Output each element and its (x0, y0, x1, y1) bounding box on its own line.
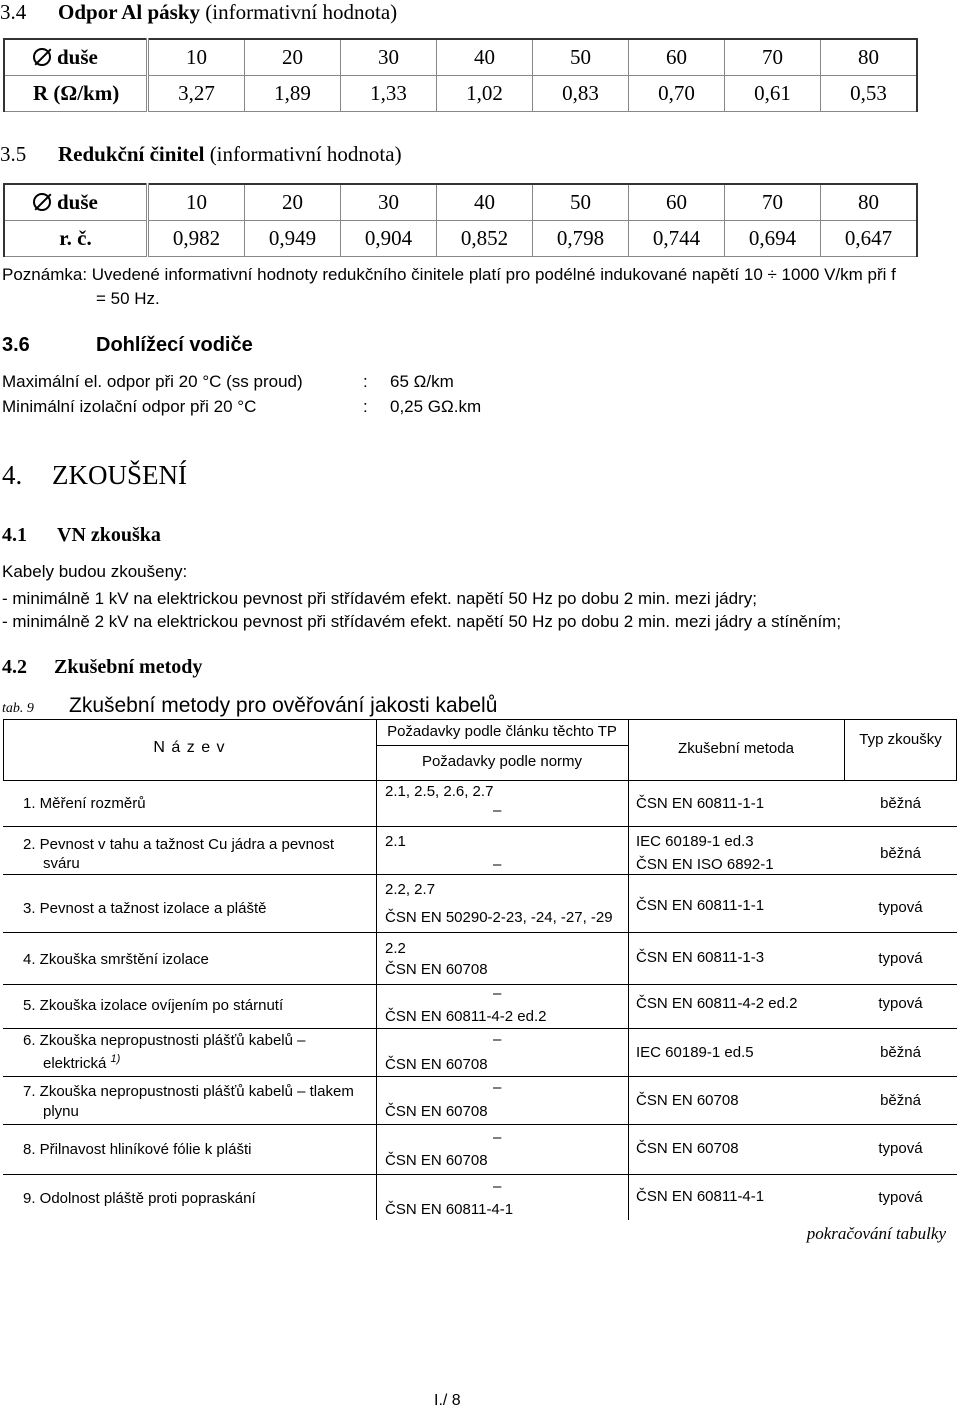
req-norm: ČSN EN 50290-2-23, -24, -27, -29 (385, 909, 613, 926)
heading-3-5 (0, 142, 402, 167)
header-cell: 50 (533, 39, 629, 76)
note-line-1: Poznámka: Uvedené informativní hodnoty redukčního činitele platí pro podélné indukované napětí 10 ÷ 1000 V/km při f (2, 265, 896, 284)
header-cell: 60 (629, 39, 725, 76)
test-method: ČSN EN 60811-4-2 ed.2 (636, 995, 798, 1012)
test-name: 8. Přilnavost hliníkové fólie k plášti (23, 1141, 252, 1158)
test-type: běžná (880, 1044, 921, 1061)
header-req-norm: Požadavky podle normy (421, 753, 583, 770)
diameter-label: duše (4, 39, 148, 76)
row-divider (3, 826, 957, 827)
diameter-icon (33, 48, 51, 66)
req-norm: – (493, 802, 502, 819)
table-border (3, 780, 957, 781)
paragraph-intro: Kabely budou zkoušeny: (2, 562, 188, 581)
diameter-icon (33, 193, 51, 211)
table-border (376, 719, 377, 1220)
spec-key: Maximální el. odpor při 20 °C (ss proud) (2, 372, 303, 391)
header-cell: 20 (245, 184, 341, 221)
reduction-label: r. č. (4, 221, 148, 257)
req-tp: 2.2, 2.7 (385, 881, 436, 898)
test-name-cont: sváru (43, 855, 80, 872)
req-norm: ČSN EN 60811-4-1 (385, 1201, 514, 1218)
test-method: IEC 60189-1 ed.3 (636, 833, 754, 850)
req-tp: 2.2 (385, 940, 406, 957)
spec-value: 65 Ω/km (390, 372, 454, 391)
test-method: ČSN EN 60811-1-3 (636, 949, 765, 966)
heading-title: Zkušební metody (54, 656, 203, 678)
value-cell: 1,02 (437, 76, 533, 112)
header-cell: 80 (821, 184, 918, 221)
value-cell: 3,27 (148, 76, 245, 112)
req-norm: ČSN EN 60708 (385, 1103, 488, 1120)
value-cell: 0,83 (533, 76, 629, 112)
test-type: typová (878, 995, 923, 1012)
req-tp: – (493, 985, 502, 1002)
list-item: - minimálně 1 kV na elektrickou pevnost při střídavém efekt. napětí 50 Hz po dobu 2 min. mezi jádry; (2, 589, 757, 608)
spec-separator: : (363, 372, 368, 391)
value-cell: 0,70 (629, 76, 725, 112)
req-norm: ČSN EN 60708 (385, 1152, 488, 1169)
test-name-cont: plynu (43, 1103, 79, 1120)
row-divider (3, 1076, 957, 1077)
test-name: 5. Zkouška izolace ovíjením po stárnutí (23, 997, 284, 1014)
test-type: běžná (880, 1092, 921, 1109)
req-tp: – (493, 1079, 502, 1096)
test-methods-table (3, 719, 957, 1220)
heading-bold: Redukční činitel (58, 142, 205, 166)
test-name-cont: elektrická $^{1)}$ (43, 1053, 121, 1072)
header-cell: 50 (533, 184, 629, 221)
header-cell: 70 (725, 39, 821, 76)
header-req-tp: Požadavky podle článku těchto TP (387, 723, 617, 740)
test-type: typová (878, 899, 923, 916)
value-cell: 0,798 (533, 221, 629, 257)
row-divider (3, 932, 957, 933)
value-cell: 0,982 (148, 221, 245, 257)
header-cell: 80 (821, 39, 918, 76)
heading-number: 4.1 (2, 524, 27, 546)
test-name: 6. Zkouška nepropustnosti plášťů kabelů – (23, 1032, 306, 1049)
req-tp: 2.1, 2.5, 2.6, 2.7 (385, 783, 494, 800)
heading-4-2 (2, 656, 202, 679)
test-method-2: ČSN EN ISO 6892-1 (636, 856, 774, 873)
test-method: ČSN EN 60811-4-1 (636, 1188, 765, 1205)
req-norm: ČSN EN 60708 (385, 1056, 488, 1073)
value-cell: 0,61 (725, 76, 821, 112)
value-cell: 0,53 (821, 76, 918, 112)
req-tp: – (493, 1178, 502, 1195)
test-type: typová (878, 1189, 923, 1206)
table-continuation: pokračování tabulky (806, 1224, 946, 1243)
heading-number: 3.4 (0, 0, 27, 24)
test-method: ČSN EN 60811-1-1 (636, 795, 765, 812)
spec-separator: : (363, 397, 368, 416)
req-norm: ČSN EN 60708 (385, 961, 488, 978)
page-number: I./ 8 (434, 1392, 461, 1409)
test-name: 1. Měření rozměrů (23, 795, 146, 812)
header-type: Typ zkoušky (859, 731, 942, 748)
header-cell: 20 (245, 39, 341, 76)
reduction-factor-table (3, 183, 918, 257)
diameter-label: duše (4, 184, 148, 221)
value-cell: 0,852 (437, 221, 533, 257)
req-tp: – (493, 1129, 502, 1146)
table-label: tab. 9 (2, 701, 34, 716)
value-cell: 0,949 (245, 221, 341, 257)
row-divider (3, 874, 957, 875)
row-divider (3, 1124, 957, 1125)
spec-key: Minimální izolační odpor při 20 °C (2, 397, 257, 416)
header-method: Zkušební metoda (678, 740, 794, 757)
test-name: 2. Pevnost v tahu a tažnost Cu jádra a pevnost (23, 836, 335, 853)
header-cell: 30 (341, 184, 437, 221)
heading-number: 3.5 (0, 142, 27, 166)
heading-rest: (informativní hodnota) (204, 142, 402, 166)
al-resistance-table (3, 38, 918, 112)
value-cell: 0,744 (629, 221, 725, 257)
test-name: 7. Zkouška nepropustnosti plášťů kabelů – tlakem (23, 1083, 354, 1100)
table-border (376, 745, 628, 746)
heading-number: 4. (2, 460, 23, 490)
test-method: IEC 60189-1 ed.5 (636, 1044, 754, 1061)
value-cell: 1,89 (245, 76, 341, 112)
value-cell: 0,904 (341, 221, 437, 257)
value-cell: 1,33 (341, 76, 437, 112)
spec-value: 0,25 GΩ.km (390, 397, 482, 416)
note-line-2: = 50 Hz. (96, 289, 160, 308)
value-cell: 0,694 (725, 221, 821, 257)
row-divider (3, 984, 957, 985)
header-cell: 40 (437, 184, 533, 221)
test-method: ČSN EN 60811-1-1 (636, 897, 765, 914)
heading-rest: (informativní hodnota) (200, 0, 398, 24)
heading-title: ZKOUŠENÍ (52, 460, 187, 490)
heading-bold: Odpor Al pásky (58, 0, 201, 24)
heading-3-6 (2, 334, 253, 357)
table-border (628, 719, 629, 1220)
req-norm: ČSN EN 60811-4-2 ed.2 (385, 1008, 547, 1025)
header-cell: 40 (437, 39, 533, 76)
header-cell: 30 (341, 39, 437, 76)
row-divider (3, 1174, 957, 1175)
test-type: typová (878, 950, 923, 967)
test-type: běžná (880, 795, 921, 812)
heading-3-4 (0, 0, 397, 25)
heading-title: Dohlížecí vodiče (96, 334, 253, 356)
heading-number: 4.2 (2, 656, 27, 678)
header-name: N á z e v (153, 739, 226, 756)
value-cell: 0,647 (821, 221, 918, 257)
req-tp: 2.1 (385, 833, 406, 850)
req-tp: – (493, 1031, 502, 1048)
heading-title: VN zkouška (57, 524, 161, 546)
resistance-label: R (Ω/km) (4, 76, 148, 112)
test-name: 9. Odolnost pláště proti popraskání (23, 1190, 256, 1207)
req-norm: – (493, 856, 502, 873)
test-name: 3. Pevnost a tažnost izolace a pláště (23, 900, 267, 917)
test-type: typová (878, 1140, 923, 1157)
heading-4-1 (2, 524, 161, 547)
list-item: - minimálně 2 kV na elektrickou pevnost při střídavém efekt. napětí 50 Hz po dobu 2 min. mezi jádry a stíněním; (2, 612, 842, 631)
test-type: běžná (880, 845, 921, 862)
header-cell: 10 (148, 39, 245, 76)
table-border (3, 719, 957, 720)
heading-number: 3.6 (2, 334, 30, 356)
header-cell: 70 (725, 184, 821, 221)
row-divider (3, 1028, 957, 1029)
test-method: ČSN EN 60708 (636, 1092, 739, 1109)
heading-4 (2, 460, 187, 491)
header-cell: 60 (629, 184, 725, 221)
footnote-ref: 1) (110, 1053, 121, 1065)
header-cell: 10 (148, 184, 245, 221)
test-method: ČSN EN 60708 (636, 1140, 739, 1157)
test-name: 4. Zkouška smrštění izolace (23, 951, 209, 968)
table-title: Zkušební metody pro ověřování jakosti kabelů (69, 694, 498, 717)
